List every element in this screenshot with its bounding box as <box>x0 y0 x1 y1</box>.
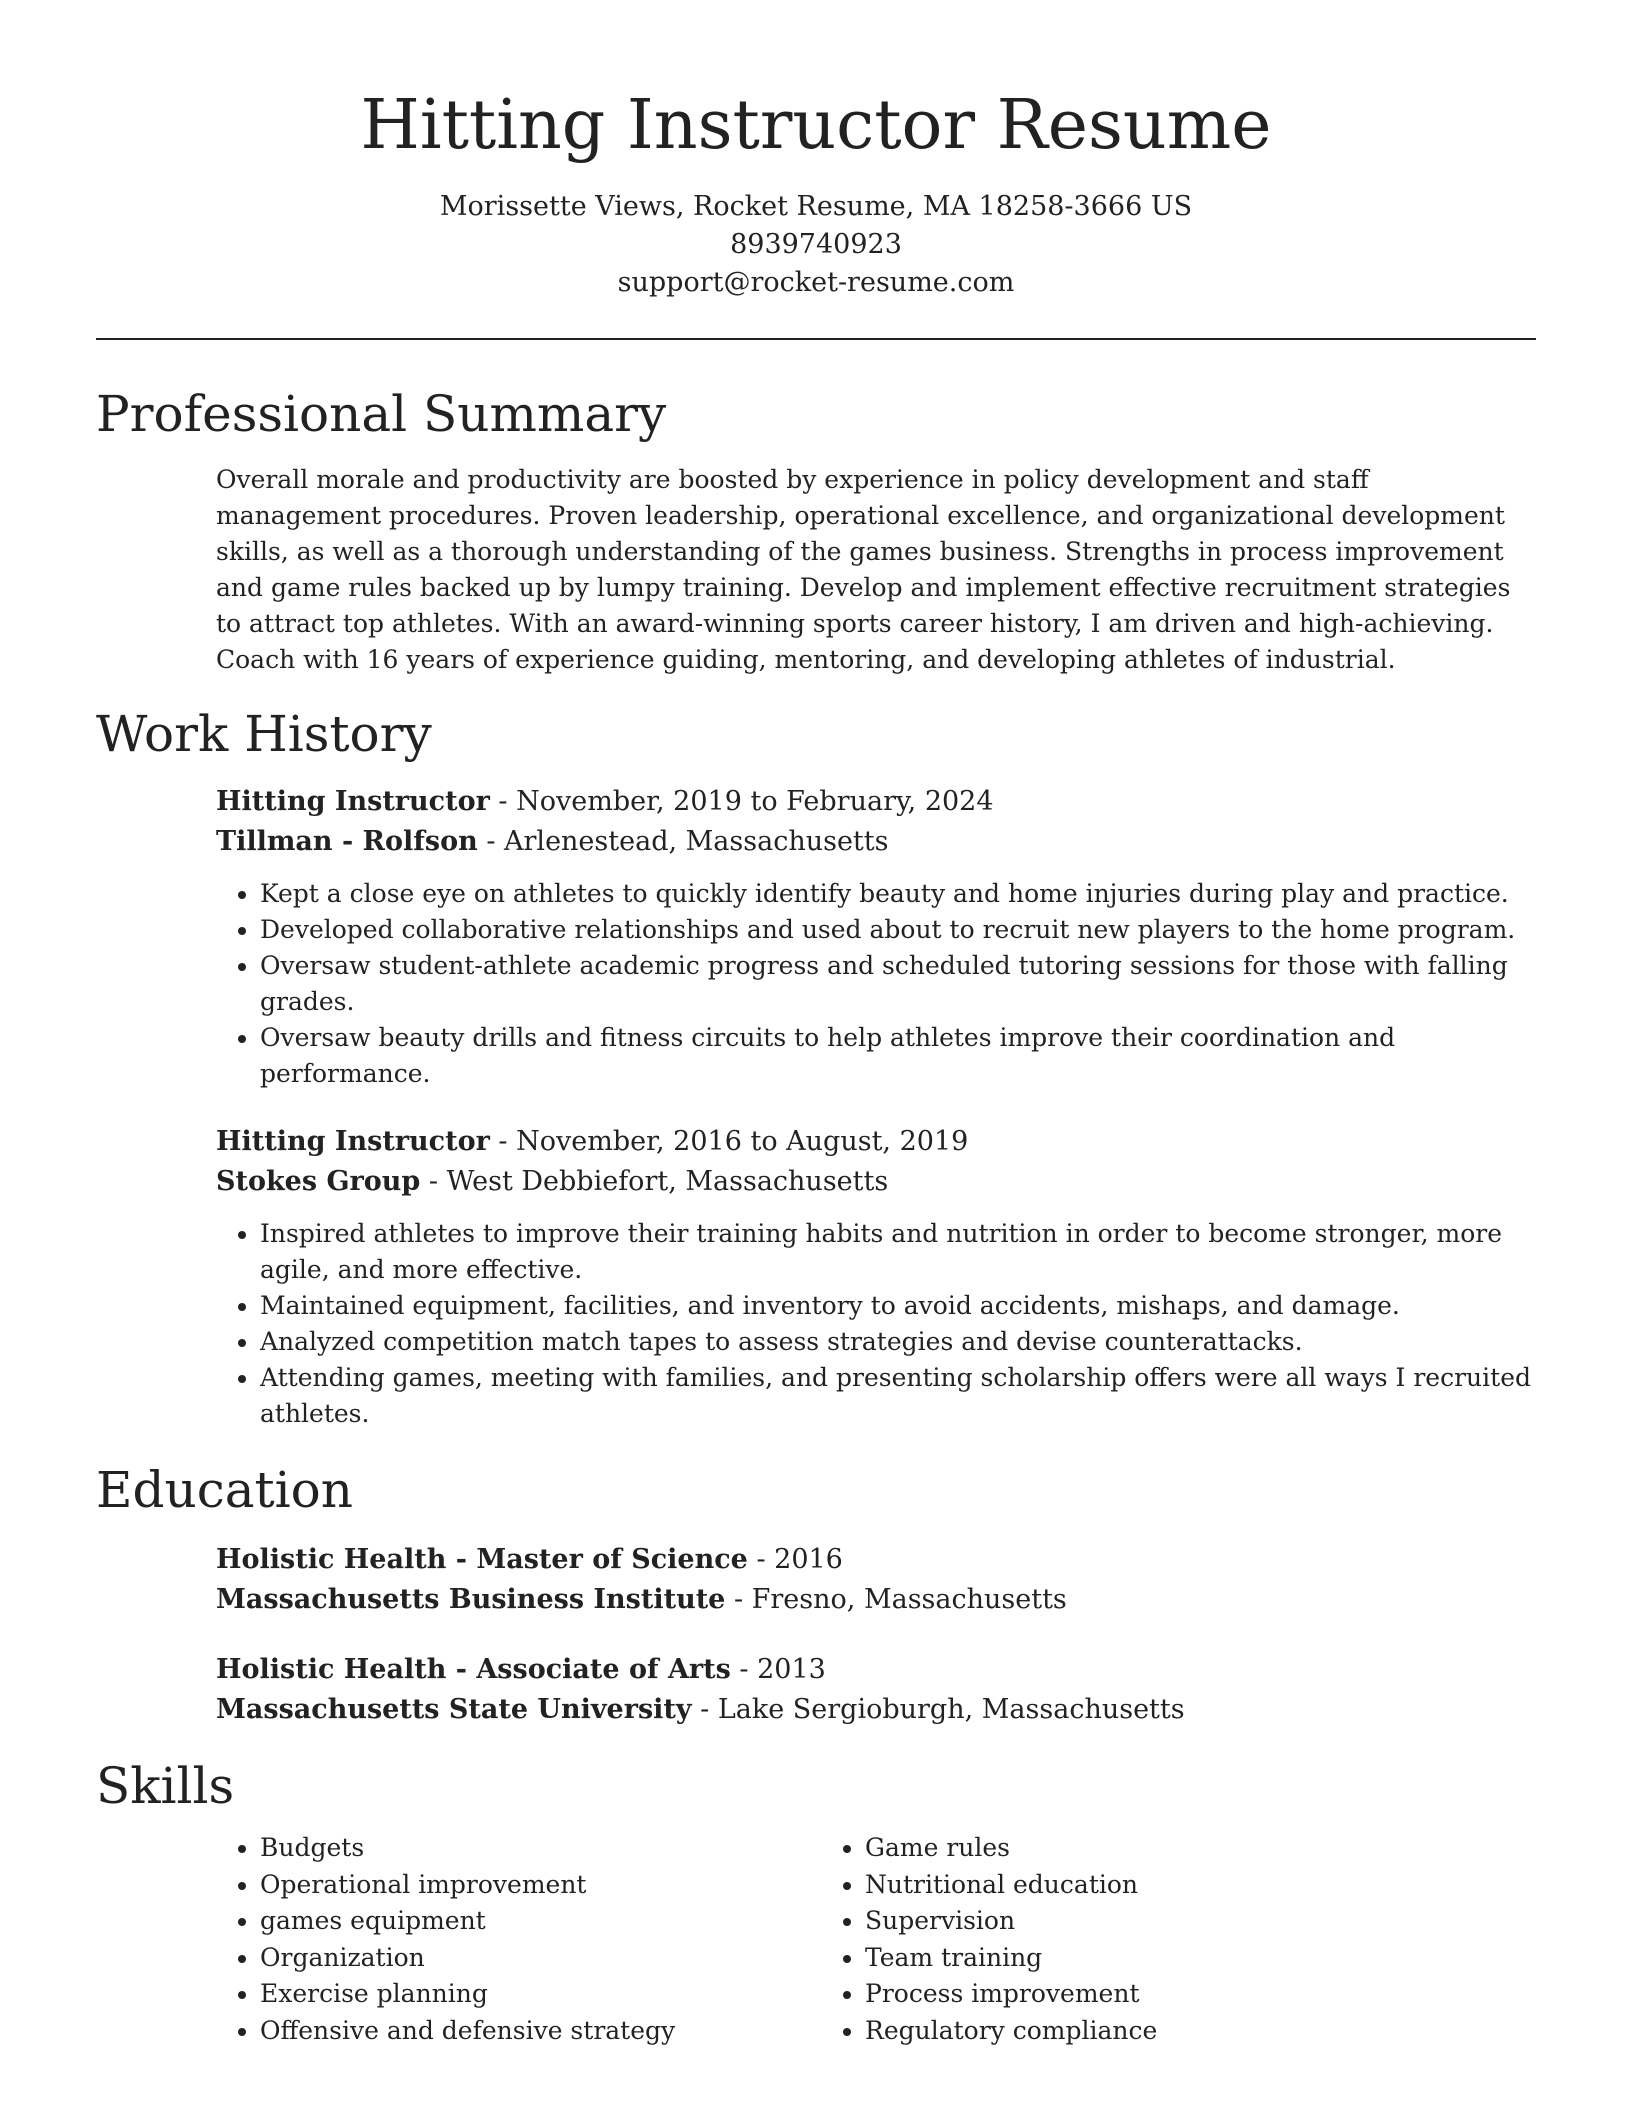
job-location: - Arlenestead, Massachusetts <box>477 826 889 857</box>
skill-item: • games equipment <box>260 1903 821 1940</box>
job-bullets <box>216 876 1536 1092</box>
school-location: - Lake Sergioburgh, Massachusetts <box>691 1694 1185 1725</box>
job-dates: - November, 2016 to August, 2019 <box>489 1126 969 1157</box>
skill-item: • Budgets <box>260 1830 821 1867</box>
section-heading: Education <box>96 1461 353 1519</box>
skills-columns <box>216 1830 1536 2049</box>
header-divider <box>96 338 1536 340</box>
school-location: - Fresno, Massachusetts <box>725 1584 1067 1615</box>
education-section <box>96 1460 1536 1730</box>
list-item: • Developed collaborative relationships and used about to recruit new players to the home program. <box>260 912 1536 948</box>
degree: Holistic Health - Associate of Arts <box>216 1654 731 1685</box>
list-item: • Maintained equipment, facilities, and inventory to avoid accidents, mishaps, and damage. <box>260 1288 1536 1324</box>
address: Morissette Views, Rocket Resume, MA 18258-3666 US <box>439 191 1193 222</box>
school: Massachusetts Business Institute <box>216 1584 726 1615</box>
list-item: • Inspired athletes to improve their training habits and nutrition in order to become stronger, more agile, and more effective. <box>260 1216 1536 1288</box>
degree-line <box>216 1540 1536 1580</box>
job-entry <box>216 782 1536 1092</box>
list-item: • Oversaw student-athlete academic progress and scheduled tutoring sessions for those with falling grades. <box>260 948 1536 1020</box>
school-line <box>216 1690 1536 1730</box>
skills-section <box>96 1756 1536 2049</box>
job-entry <box>216 1122 1536 1432</box>
education-entry <box>216 1650 1536 1730</box>
skill-item: • Organization <box>260 1940 821 1977</box>
skill-item: • Exercise planning <box>260 1976 821 2013</box>
resume-header <box>96 0 1536 302</box>
skill-item: • Supervision <box>865 1903 1426 1940</box>
job-title: Hitting Instructor <box>216 1126 490 1157</box>
skill-item: • Offensive and defensive strategy <box>260 2013 821 2050</box>
skill-item: • Team training <box>865 1940 1426 1977</box>
list-item: • Analyzed competition match tapes to assess strategies and devise counterattacks. <box>260 1324 1536 1360</box>
degree-year: - 2016 <box>747 1544 843 1575</box>
job-company-line <box>216 822 1536 862</box>
list-item: • Kept a close eye on athletes to quickly identify beauty and home injuries during play and practice. <box>260 876 1536 912</box>
professional-summary-section <box>96 384 1536 678</box>
list-item: • Attending games, meeting with families, and presenting scholarship offers were all ways I recruited athletes. <box>260 1360 1536 1432</box>
education-entry <box>216 1540 1536 1620</box>
email: support@rocket-resume.com <box>617 267 1015 298</box>
job-dates: - November, 2019 to February, 2024 <box>489 786 994 817</box>
summary-text: Overall morale and productivity are boosted by experience in policy development and staff management procedures. Proven leadership, operational excellence, and organizational development skills, as well as a thorough understanding of the games business. Strengths in process improvement and game rules backed up by lumpy training. Develop and implement effective recruitment strategies to attract top athletes. With an award-winning sports career history, I am driven and high-achieving. Coach with 16 years of experience guiding, mentoring, and developing athletes of industrial. <box>216 465 1511 674</box>
job-title: Hitting Instructor <box>216 786 490 817</box>
job-location: - West Debbiefort, Massachusetts <box>420 1166 889 1197</box>
section-heading: Professional Summary <box>96 385 667 443</box>
job-company: Tillman - Rolfson <box>216 826 478 857</box>
page-title: Hitting Instructor Resume <box>360 86 1272 165</box>
job-company: Stokes Group <box>216 1166 421 1197</box>
job-bullets <box>216 1216 1536 1432</box>
skill-item: • Regulatory compliance <box>865 2013 1426 2050</box>
skill-item: • Game rules <box>865 1830 1426 1867</box>
skills-list-right <box>821 1830 1426 2049</box>
degree-line <box>216 1650 1536 1690</box>
skill-item: • Operational improvement <box>260 1867 821 1904</box>
job-title-line <box>216 1122 1536 1162</box>
contact-info <box>96 188 1536 302</box>
degree: Holistic Health - Master of Science <box>216 1544 748 1575</box>
skill-item: • Nutritional education <box>865 1867 1426 1904</box>
degree-year: - 2013 <box>730 1654 826 1685</box>
skill-item: • Process improvement <box>865 1976 1426 2013</box>
job-title-line <box>216 782 1536 822</box>
skills-list-left <box>216 1830 821 2049</box>
section-heading: Work History <box>96 705 432 763</box>
work-history-section <box>96 704 1536 1432</box>
school-line <box>216 1580 1536 1620</box>
section-heading: Skills <box>96 1757 235 1815</box>
phone: 8939740923 <box>730 229 902 260</box>
job-company-line <box>216 1162 1536 1202</box>
list-item: • Oversaw beauty drills and fitness circuits to help athletes improve their coordination and performance. <box>260 1020 1536 1092</box>
school: Massachusetts State University <box>216 1694 692 1725</box>
